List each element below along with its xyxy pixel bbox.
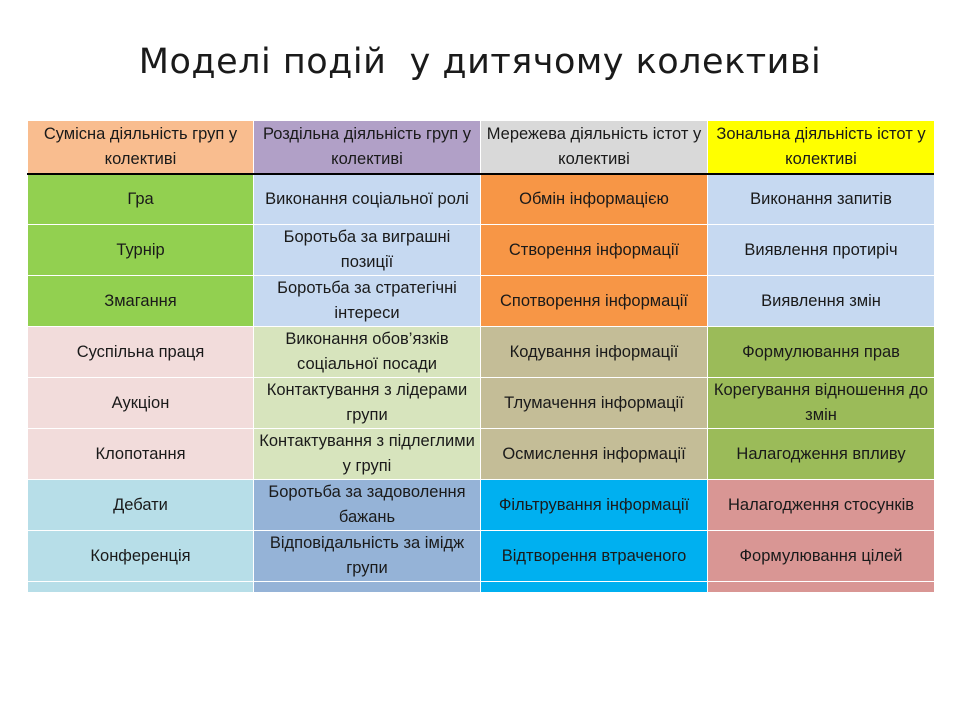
table-cell: Формулювання цілей [708, 531, 935, 582]
table-cell: Суспільна праця [28, 327, 254, 378]
table-row [28, 174, 935, 225]
page-title: Моделі подій у дитячому колективі [138, 42, 822, 82]
table-cell [708, 582, 935, 593]
table-cell: Виконання обов’язків соціальної посади [254, 327, 481, 378]
table-cell: Формулювання прав [708, 327, 935, 378]
table-cell [481, 582, 708, 593]
table-cell: Виявлення змін [708, 276, 935, 327]
table-cell: Конференція [28, 531, 254, 582]
table-cell [254, 582, 481, 593]
table-cell: Фільтрування інформації [481, 480, 708, 531]
table-row [28, 429, 935, 480]
table-cell: Дебати [28, 480, 254, 531]
table-cell: Змагання [28, 276, 254, 327]
table-cell: Гра [28, 174, 254, 225]
header-network-activity: Мережева діяльність істот у колективі [481, 121, 708, 174]
table-cell: Спотворення інформації [481, 276, 708, 327]
table-cell: Виконання соціальної ролі [254, 174, 481, 225]
table-cell: Осмислення інформації [481, 429, 708, 480]
table-cell: Виявлення протиріч [708, 225, 935, 276]
table-cell: Боротьба за задоволення бажань [254, 480, 481, 531]
table-cell: Обмін інформацією [481, 174, 708, 225]
table-cell: Боротьба за стратегічні інтереси [254, 276, 481, 327]
header-separate-activity: Роздільна діяльність груп у колективі [254, 121, 481, 174]
header-zonal-activity: Зональна діяльність істот у колективі [708, 121, 935, 174]
table-row [28, 378, 935, 429]
table-cell: Контактування з підлеглими у групі [254, 429, 481, 480]
table-cell: Турнір [28, 225, 254, 276]
header-joint-activity: Сумісна діяльність груп у колективі [28, 121, 254, 174]
table-cell: Кодування інформації [481, 327, 708, 378]
table-row [28, 531, 935, 582]
table-body [28, 121, 935, 593]
table-row [28, 582, 935, 593]
table-cell: Тлумачення інформації [481, 378, 708, 429]
table-cell: Виконання запитів [708, 174, 935, 225]
table-cell: Контактування з лідерами групи [254, 378, 481, 429]
table-cell: Корегування відношення до змін [708, 378, 935, 429]
table-cell: Боротьба за виграшні позиції [254, 225, 481, 276]
table-cell: Налагодження стосунків [708, 480, 935, 531]
table-row [28, 327, 935, 378]
table-header-row [28, 121, 935, 174]
table-cell: Налагодження впливу [708, 429, 935, 480]
table-row [28, 276, 935, 327]
table-cell [28, 582, 254, 593]
table-cell: Відповідальність за імідж групи [254, 531, 481, 582]
table-cell: Відтворення втраченого [481, 531, 708, 582]
table-cell: Клопотання [28, 429, 254, 480]
table-row [28, 480, 935, 531]
events-table [27, 120, 934, 592]
events-table-viewport [27, 120, 934, 592]
table-row [28, 225, 935, 276]
table-cell: Аукціон [28, 378, 254, 429]
table-cell: Створення інформації [481, 225, 708, 276]
